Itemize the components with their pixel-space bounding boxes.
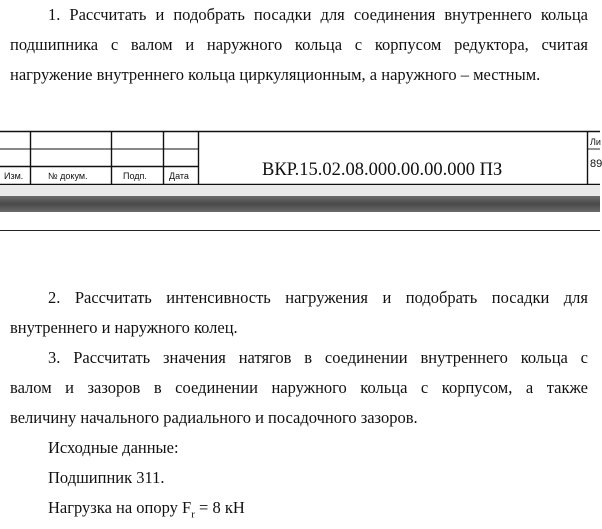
paragraph-3-line-3: величину начального радиального и посадочного зазоров. <box>10 408 418 427</box>
paragraph-1 <box>10 0 588 90</box>
paragraph-1-line-1: 1. Рассчитать и подобрать посадки для соединения внутреннего кольца <box>48 5 588 24</box>
paragraph-1-line-3: нагружение внутреннего кольца циркуляционным, а наружного – местным. <box>10 65 541 84</box>
stamp-doc-number-label: № докум. <box>48 171 88 181</box>
paragraph-3-line-2: валом и зазоров в соединении наружного кольца с корпусом, а также <box>10 378 588 397</box>
paragraph-1-line-2: подшипника с валом и наружного кольца с корпусом редуктора, считая <box>10 35 588 54</box>
load-value: = 8 кН <box>194 498 245 517</box>
stamp-sheet-label: Ли <box>590 137 601 147</box>
stamp-page-number: 89 <box>590 158 602 170</box>
load-subscript: r <box>191 508 195 521</box>
stamp-signature-label: Подп. <box>123 171 147 181</box>
title-block-stamp <box>0 131 600 185</box>
load-line <box>48 493 245 529</box>
frame-top-line <box>0 230 600 231</box>
load-prefix: Нагрузка на опору F <box>48 498 192 517</box>
paragraph-2 <box>10 283 588 343</box>
stamp-date-label: Дата <box>169 171 189 181</box>
page-separator <box>0 196 600 212</box>
paragraph-2-line-1: 2. Рассчитать интенсивность нагружения и подобрать посадки для <box>48 288 588 307</box>
document-code: ВКР.15.02.08.000.00.00.000 ПЗ <box>262 160 503 180</box>
source-data-heading: Исходные данные: <box>48 438 179 457</box>
page-gap <box>0 185 600 196</box>
bearing-line: Подшипник 311. <box>48 468 165 487</box>
paragraph-3 <box>10 343 588 433</box>
paragraph-2-line-2: внутреннего и наружного колец. <box>10 318 238 337</box>
stamp-izm-label: Изм. <box>4 171 24 181</box>
paragraph-3-line-1: 3. Рассчитать значения натягов в соединении внутреннего кольца с <box>48 348 588 367</box>
